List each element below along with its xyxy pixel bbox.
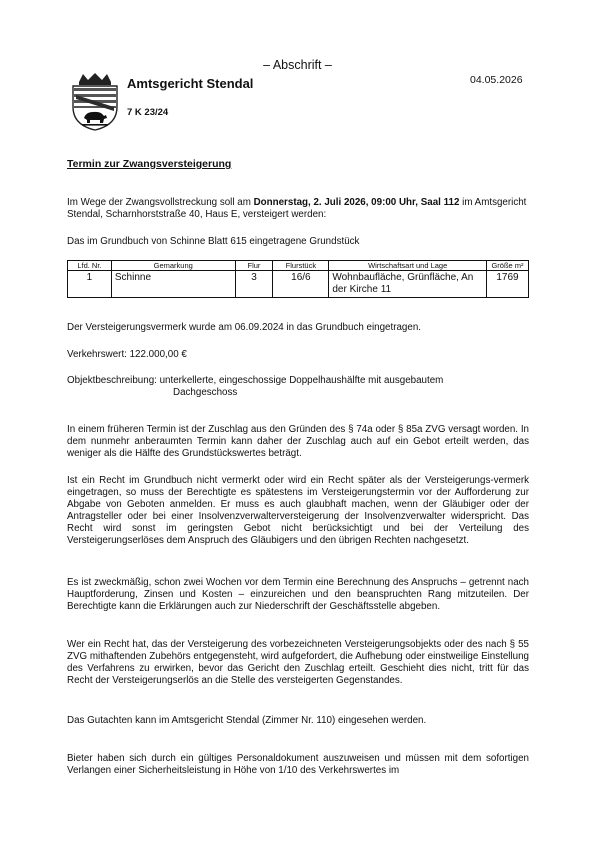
object-description-label: Objektbeschreibung: <box>67 375 160 386</box>
document-label: – Abschrift – <box>263 58 332 72</box>
intro-prefix: Im Wege der Zwangsvollstreckung soll am <box>67 197 254 208</box>
object-description <box>67 375 529 399</box>
registration-note: Der Versteigerungsvermerk wurde am 06.09.2024 in das Grundbuch eingetragen. <box>67 322 421 333</box>
paragraph-bieter: Bieter haben sich durch ein gültiges Personaldokument auszuweisen und müssen mit dem sofortigen Verlangen einer Sicherheitsleistung in Höhe von 1/10 des Verkehrswertes im <box>67 753 529 776</box>
paragraph-rechte-anmeldung: Ist ein Recht im Grundbuch nicht vermerkt oder wird ein Recht später als der Versteigerungs-vermerk eingetragen, so muss der Berechtigte es spätestens im Versteigerungstermin vor der Aufforderung zur Abgabe von Geboten anmelden. Er muss es auch glaubhaft machen, wenn der Gläubiger oder der Antragsteller oder bei einer Insolvenzverwalterversteigerung der Insolvenzverwalter widerspricht. Das Recht wird sonst im geringsten Gebot nicht berücksichtigt und bei der Verteilung des Versteigerungserlöses dem Anspruch des Gläubigers und den übrigen Rechten nachgesetzt. <box>67 475 529 546</box>
column-header-flur: Flur <box>235 261 273 271</box>
table-row <box>68 271 529 298</box>
paragraph-entgegenstehende-rechte: Wer ein Recht hat, das der Versteigerung des vorbezeichneten Versteigerungsobjekts oder des nach § 55 ZVG mithaftenden Zubehörs entgegensteht, wird aufgefordert, die Aufhebung oder einstweilige Einstellung des Verfahrens zu erwirken, bevor das Gericht den Zuschlag erteilt. Geschieht dies nicht, tritt für das Recht der Versteigerungserlös an die Stelle des versteigerten Gegenstandes. <box>67 639 529 686</box>
market-value: Verkehrswert: 122.000,00 € <box>67 349 187 360</box>
column-header-lfd-nr: Lfd. Nr. <box>68 261 112 271</box>
cell-gemarkung: Schinne <box>111 271 235 298</box>
case-number: 7 K 23/24 <box>127 107 169 118</box>
intro-suffix: im Amtsgericht Stendal, Scharnhorststraße 40, Haus E, versteigert werden: <box>67 197 527 220</box>
court-name: Amtsgericht Stendal <box>127 76 254 91</box>
cell-flur: 3 <box>235 271 273 298</box>
paragraph-anspruchsberechnung: Es ist zweckmäßig, schon zwei Wochen vor dem Termin eine Berechnung des Anspruchs – getrennt nach Hauptforderung, Zinsen und Kosten – einzureichen und den beanspruchten Rang mitzuteilen. Der Berechtigte kann die Erklärungen auch zur Niederschrift der Geschäftsstelle abgeben. <box>67 577 529 612</box>
property-intro: Das im Grundbuch von Schinne Blatt 615 eingetragene Grundstück <box>67 236 360 247</box>
cell-lfd-nr: 1 <box>68 271 112 298</box>
object-description-line2: Dachgeschoss <box>173 387 238 398</box>
cell-groesse: 1769 <box>487 271 529 298</box>
auction-date-time-room: Donnerstag, 2. Juli 2026, 09:00 Uhr, Saal 112 <box>253 197 460 208</box>
paragraph-zuschlag: In einem früheren Termin ist der Zuschlag aus den Gründen des § 74a oder § 85a ZVG versagt worden. In dem nunmehr anberaumten Termin kann daher der Zuschlag auch auf ein Gebot erteilt werden, das weniger als die Hälfte des Grundstückswertes beträgt. <box>67 424 529 459</box>
cell-flurstueck: 16/6 <box>273 271 329 298</box>
cell-wirtschaftsart: Wohnbaufläche, Grünfläche, An der Kirche 11 <box>329 271 487 298</box>
document-heading: Termin zur Zwangsversteigerung <box>67 158 232 170</box>
paragraph-gutachten: Das Gutachten kann im Amtsgericht Stendal (Zimmer Nr. 110) eingesehen werden. <box>67 715 427 726</box>
column-header-groesse: Größe m² <box>487 261 529 271</box>
state-coat-of-arms-icon <box>70 73 120 131</box>
object-description-line1: unterkellerte, eingeschossige Doppelhaushälfte mit ausgebautem <box>159 375 444 386</box>
auction-intro <box>67 197 529 221</box>
property-table <box>67 260 529 298</box>
table-header-row <box>68 261 529 271</box>
document-date: 04.05.2026 <box>470 74 523 86</box>
column-header-gemarkung: Gemarkung <box>111 261 235 271</box>
column-header-wirtschaftsart: Wirtschaftsart und Lage <box>329 261 487 271</box>
column-header-flurstueck: Flurstück <box>273 261 329 271</box>
